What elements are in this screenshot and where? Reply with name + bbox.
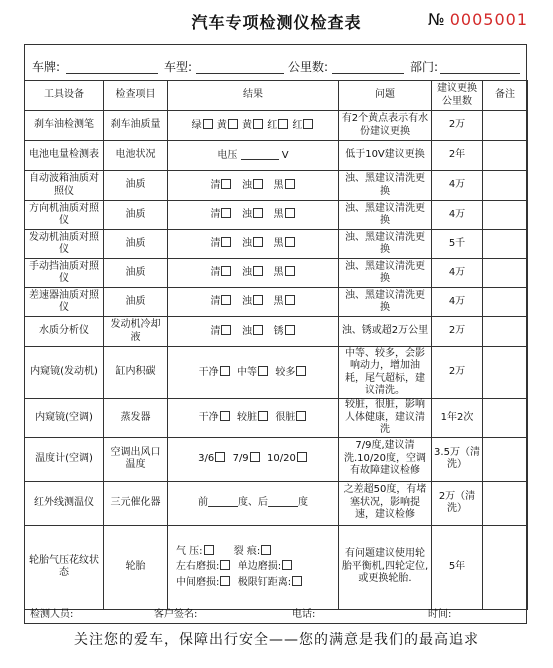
checkbox[interactable] xyxy=(220,560,230,570)
remarks-cell[interactable] xyxy=(483,141,528,171)
serial-prefix: № xyxy=(428,10,445,29)
signature-label: 客户签名: xyxy=(154,609,198,620)
checkbox[interactable] xyxy=(258,411,268,421)
result-cell xyxy=(168,141,339,171)
tool-cell: 刹车油检测笔 xyxy=(25,111,104,141)
checkbox[interactable] xyxy=(285,208,295,218)
tool-cell: 温度计(空调) xyxy=(25,437,104,481)
dept-label: 部门: xyxy=(410,60,439,74)
checkbox[interactable] xyxy=(297,452,307,462)
option-label: 清 xyxy=(210,267,221,279)
km-cell: 4万 xyxy=(432,171,483,201)
item-cell: 轮胎 xyxy=(104,525,168,609)
item-cell: 油质 xyxy=(104,201,168,230)
option-label: 浊 xyxy=(242,267,252,279)
time-label: 时间: xyxy=(428,609,452,620)
problem-cell: 浊、黑建议清洗更换 xyxy=(339,288,432,317)
option-label: 红 xyxy=(292,119,303,131)
tire-line xyxy=(176,576,336,590)
problem-cell: 有问题建议使用轮胎平衡机,四轮定位,或更换轮胎. xyxy=(339,525,432,609)
remarks-cell[interactable] xyxy=(483,201,528,230)
remarks-cell[interactable] xyxy=(483,259,528,288)
item-cell: 发动机冷却液 xyxy=(104,317,168,347)
inspector-label: 检测人员: xyxy=(30,609,74,620)
remarks-cell[interactable] xyxy=(483,399,528,438)
checkbox[interactable] xyxy=(253,179,263,189)
option-label: 3/6 xyxy=(198,453,215,465)
table-row xyxy=(25,201,528,230)
result-cell xyxy=(168,317,339,347)
item-cell: 电池状况 xyxy=(104,141,168,171)
checkbox[interactable] xyxy=(221,325,231,335)
option-label: 极限钉距离: xyxy=(237,576,292,588)
header-item: 检查项目 xyxy=(104,81,168,111)
remarks-cell[interactable] xyxy=(483,111,528,141)
rear-temp-blank[interactable] xyxy=(268,496,298,507)
tool-cell: 发动机油质对照仪 xyxy=(25,230,104,259)
problem-cell: 浊、黑建议清洗更换 xyxy=(339,201,432,230)
km-cell: 2万（清洗） xyxy=(432,481,483,525)
option-label: 黑 xyxy=(273,267,284,279)
option-label: 裂 痕: xyxy=(233,545,261,557)
checkbox[interactable] xyxy=(253,119,263,129)
result-cell xyxy=(168,437,339,481)
checkbox[interactable] xyxy=(285,237,295,247)
plate-label: 车牌: xyxy=(32,60,61,74)
mileage-field[interactable] xyxy=(332,73,404,74)
tool-cell: 内窥镜(发动机) xyxy=(25,347,104,399)
option-label: 黄 xyxy=(216,119,227,131)
result-cell xyxy=(168,111,339,141)
option-label: 黑 xyxy=(273,209,284,221)
header-remarks: 备注 xyxy=(483,81,528,111)
result-cell xyxy=(168,230,339,259)
table-row xyxy=(25,481,528,525)
slogan: 关注您的爱车，保障出行安全——您的满意是我们的最高追求 xyxy=(74,632,479,648)
problem-cell: 浊、黑建议清洗更换 xyxy=(339,230,432,259)
result-cell xyxy=(168,399,339,438)
option-label: 很脏 xyxy=(275,412,296,423)
model-field[interactable] xyxy=(196,73,284,74)
km-cell: 4万 xyxy=(432,259,483,288)
problem-cell: 较脏，很脏，影响人体健康，建议清洗 xyxy=(339,399,432,438)
remarks-cell[interactable] xyxy=(483,347,528,399)
item-cell: 油质 xyxy=(104,230,168,259)
table-row xyxy=(25,399,528,438)
option-label: 单边磨损: xyxy=(237,561,282,573)
result-cell xyxy=(168,259,339,288)
checkbox[interactable] xyxy=(228,119,238,129)
phone-label: 电话: xyxy=(292,609,316,620)
remarks-cell[interactable] xyxy=(483,230,528,259)
remarks-cell[interactable] xyxy=(483,525,528,609)
tool-cell: 轮胎气压花纹状态 xyxy=(25,525,104,609)
km-cell: 5千 xyxy=(432,230,483,259)
option-label: 清 xyxy=(210,209,221,221)
table-row xyxy=(25,171,528,201)
option-label: 黄 xyxy=(242,119,252,131)
option-label: 10/20 xyxy=(267,453,296,465)
mileage-label: 公里数: xyxy=(288,60,329,74)
checkbox[interactable] xyxy=(261,545,271,555)
km-cell: 3.5万（清洗） xyxy=(432,437,483,481)
table-row xyxy=(25,347,528,399)
option-label: 电压 xyxy=(217,149,238,161)
checkbox[interactable] xyxy=(253,237,263,247)
inspection-table xyxy=(24,80,528,610)
voltage-blank[interactable] xyxy=(241,149,279,160)
checkbox[interactable] xyxy=(204,545,214,555)
remarks-cell[interactable] xyxy=(483,437,528,481)
tool-cell: 手动挡油质对照仪 xyxy=(25,259,104,288)
option-label: 中间磨损: xyxy=(176,576,220,588)
tool-cell: 差速器油质对照仪 xyxy=(25,288,104,317)
result-cell xyxy=(168,288,339,317)
remarks-cell[interactable] xyxy=(483,288,528,317)
result-cell xyxy=(168,481,339,525)
option-label: V xyxy=(281,149,289,161)
serial-number xyxy=(428,10,528,29)
km-cell: 2万 xyxy=(432,317,483,347)
table-row xyxy=(25,259,528,288)
checkbox[interactable] xyxy=(278,119,288,129)
tool-cell: 红外线测温仪 xyxy=(25,481,104,525)
tire-line xyxy=(176,545,336,559)
header-problem: 问题 xyxy=(339,81,432,111)
option-label: 清 xyxy=(210,325,221,337)
front-temp-blank[interactable] xyxy=(208,496,238,507)
item-cell: 油质 xyxy=(104,259,168,288)
option-label: 清 xyxy=(210,179,221,191)
option-label: 浊 xyxy=(242,296,252,308)
checkbox[interactable] xyxy=(220,366,230,376)
checkbox[interactable] xyxy=(220,411,230,421)
km-cell: 2年 xyxy=(432,141,483,171)
option-label: 黑 xyxy=(273,179,284,191)
table-row xyxy=(25,317,528,347)
header-tool: 工具设备 xyxy=(25,81,104,111)
checkbox[interactable] xyxy=(296,366,306,376)
model-label: 车型: xyxy=(164,60,193,74)
option-label: 黑 xyxy=(273,238,284,250)
checkbox[interactable] xyxy=(253,295,263,305)
checkbox[interactable] xyxy=(285,266,295,276)
vehicle-info-row xyxy=(24,54,527,80)
header-km: 建议更换公里数 xyxy=(432,81,483,111)
problem-cell: 之差超50度，有堵塞状况，影响提速，建议检修 xyxy=(339,481,432,525)
option-label: 浊 xyxy=(242,238,252,250)
remarks-cell[interactable] xyxy=(483,171,528,201)
checkbox[interactable] xyxy=(221,237,231,247)
signature-row xyxy=(24,598,527,624)
option-label: 较脏 xyxy=(237,412,257,423)
km-cell: 4万 xyxy=(432,201,483,230)
checkbox[interactable] xyxy=(258,366,268,376)
result-cell xyxy=(168,201,339,230)
checkbox[interactable] xyxy=(285,179,295,189)
dept-field[interactable] xyxy=(440,73,520,74)
checkbox[interactable] xyxy=(250,452,260,462)
problem-cell: 浊、黑建议清洗更换 xyxy=(339,171,432,201)
problem-cell: 浊、黑建议清洗更换 xyxy=(339,259,432,288)
option-label: 左右磨损: xyxy=(176,561,220,573)
option-label: 较多 xyxy=(275,366,296,378)
option-label: 红 xyxy=(267,119,278,131)
checkbox[interactable] xyxy=(203,119,213,129)
table-row xyxy=(25,437,528,481)
item-cell: 三元催化器 xyxy=(104,481,168,525)
checkbox[interactable] xyxy=(253,325,263,335)
plate-field[interactable] xyxy=(66,73,158,74)
option-label: 锈 xyxy=(273,325,284,337)
problem-cell: 低于10V建议更换 xyxy=(339,141,432,171)
option-label: 度、后 xyxy=(238,497,268,509)
checkbox[interactable] xyxy=(221,295,231,305)
km-cell: 5年 xyxy=(432,525,483,609)
tool-cell: 水质分析仪 xyxy=(25,317,104,347)
option-label: 黑 xyxy=(273,296,284,308)
option-label: 干净 xyxy=(198,412,219,423)
tire-line xyxy=(176,560,336,574)
km-cell: 1年2次 xyxy=(432,399,483,438)
option-label: 浊 xyxy=(242,179,252,191)
table-row xyxy=(25,525,528,609)
header-row xyxy=(25,81,528,111)
result-cell xyxy=(168,347,339,399)
km-cell: 2万 xyxy=(432,111,483,141)
option-label: 清 xyxy=(210,238,221,250)
option-label: 前 xyxy=(198,497,208,509)
checkbox[interactable] xyxy=(282,560,292,570)
problem-cell: 有2个黄点表示有水份建议更换 xyxy=(339,111,432,141)
item-cell: 刹车油质量 xyxy=(104,111,168,141)
checkbox[interactable] xyxy=(215,452,225,462)
tool-cell: 方向机油质对照仪 xyxy=(25,201,104,230)
result-cell xyxy=(168,171,339,201)
table-row xyxy=(25,141,528,171)
tool-cell: 电池电量检测表 xyxy=(25,141,104,171)
checkbox[interactable] xyxy=(221,179,231,189)
checkbox[interactable] xyxy=(285,295,295,305)
form-title: 汽车专项检测仪检查表 xyxy=(191,13,362,32)
option-label: 浊 xyxy=(242,209,252,221)
km-cell: 2万 xyxy=(432,347,483,399)
option-label: 绿 xyxy=(191,119,202,131)
option-label: 浊 xyxy=(242,325,252,337)
header-result: 结果 xyxy=(168,81,339,111)
checkbox[interactable] xyxy=(253,208,263,218)
checkbox[interactable] xyxy=(292,576,302,586)
option-label: 干净 xyxy=(198,366,219,378)
tool-cell: 内窥镜(空调) xyxy=(25,399,104,438)
tool-cell: 自动波箱油质对照仪 xyxy=(25,171,104,201)
checkbox[interactable] xyxy=(296,411,306,421)
option-label: 7/9 xyxy=(232,453,249,465)
problem-cell: 浊、锈或超2万公里 xyxy=(339,317,432,347)
problem-cell: 7/9度,建议清洗.10/20度，空调有故障建议检修 xyxy=(339,437,432,481)
checkbox[interactable] xyxy=(285,325,295,335)
remarks-cell[interactable] xyxy=(483,481,528,525)
result-cell xyxy=(168,525,339,609)
option-label: 气 压: xyxy=(176,545,203,557)
option-label: 中等 xyxy=(237,366,257,378)
table-row xyxy=(25,111,528,141)
item-cell: 油质 xyxy=(104,288,168,317)
table-row xyxy=(25,288,528,317)
item-cell: 油质 xyxy=(104,171,168,201)
item-cell: 蒸发器 xyxy=(104,399,168,438)
checkbox[interactable] xyxy=(303,119,313,129)
km-cell: 4万 xyxy=(432,288,483,317)
option-label: 度 xyxy=(298,497,308,509)
checkbox[interactable] xyxy=(221,266,231,276)
table-row xyxy=(25,230,528,259)
remarks-cell[interactable] xyxy=(483,317,528,347)
item-cell: 空调出风口温度 xyxy=(104,437,168,481)
problem-cell: 中等、较多，会影响动力，增加油耗，尾气超标，建议清洗。 xyxy=(339,347,432,399)
item-cell: 缸内积碳 xyxy=(104,347,168,399)
serial-value: 0005001 xyxy=(449,10,528,29)
checkbox[interactable] xyxy=(221,208,231,218)
checkbox[interactable] xyxy=(253,266,263,276)
checkbox[interactable] xyxy=(220,576,230,586)
option-label: 清 xyxy=(210,296,221,308)
